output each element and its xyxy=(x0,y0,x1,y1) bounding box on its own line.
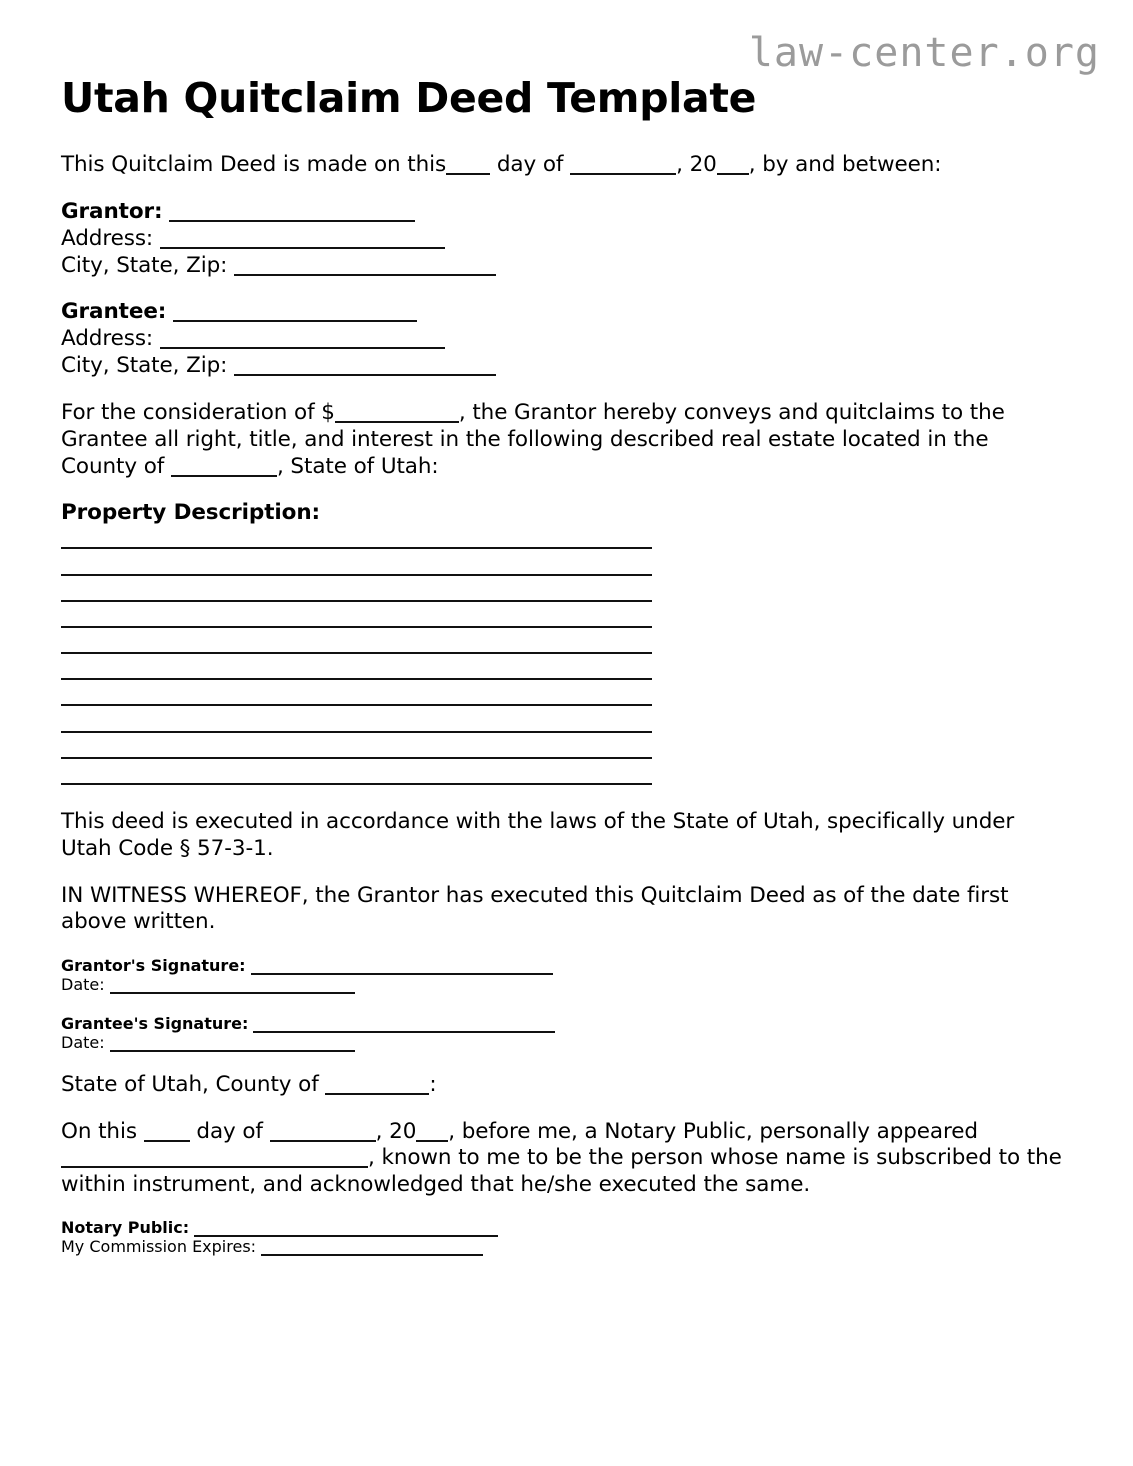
county-blank[interactable] xyxy=(171,458,277,477)
grantor-address-blank[interactable] xyxy=(160,230,445,249)
commission-expires-label: My Commission Expires: xyxy=(61,1237,257,1257)
year-blank[interactable] xyxy=(717,156,749,175)
consideration-amount-blank[interactable] xyxy=(335,404,459,423)
grantor-name-row xyxy=(61,199,1071,226)
notary-public-label: Notary Public: xyxy=(61,1218,190,1238)
grantee-csz-row xyxy=(61,353,1071,380)
grantor-csz-label: City, State, Zip: xyxy=(61,252,228,278)
grantee-label: Grantee: xyxy=(61,299,167,325)
document-body xyxy=(61,76,1071,1276)
notary-venue-text-2: : xyxy=(429,1071,437,1097)
consideration-text-2: , the Grantor hereby conveys and quitclaims to the Grantee all right, title, and interest in the following described real estate located in the County of xyxy=(61,400,1005,479)
grantor-signature-row xyxy=(61,956,1071,975)
witness-clause-paragraph: IN WITNESS WHEREOF, the Grantor has executed this Quitclaim Deed as of the date first above written. xyxy=(61,882,1009,935)
notary-public-row xyxy=(61,1218,1071,1237)
grantee-signature-block xyxy=(61,1014,1071,1052)
notary-ack-text-3: , 20 xyxy=(375,1118,417,1144)
grantee-csz-label: City, State, Zip: xyxy=(61,353,228,379)
notary-ack-text-2: day of xyxy=(196,1118,263,1144)
grantor-csz-row xyxy=(61,253,1071,280)
grantor-signature-label: Grantor's Signature: xyxy=(61,955,246,975)
grantee-address-label: Address: xyxy=(61,326,154,352)
property-line[interactable] xyxy=(61,652,652,654)
property-line[interactable] xyxy=(61,678,652,680)
grantor-label: Grantor: xyxy=(61,198,163,224)
grantee-date-row xyxy=(61,1033,1071,1052)
grantor-date-blank[interactable] xyxy=(110,975,355,994)
notary-month-blank[interactable] xyxy=(270,1123,376,1142)
property-line[interactable] xyxy=(61,547,652,549)
grantee-signature-blank[interactable] xyxy=(253,1014,555,1033)
notary-ack-text-5: , known to me to be the person whose name is subscribed to the within instrument, and acknowledged that he/she executed the same. xyxy=(61,1145,1062,1197)
grantee-date-blank[interactable] xyxy=(110,1033,355,1052)
notary-venue-paragraph xyxy=(61,1072,1071,1099)
grantor-date-label: Date: xyxy=(61,974,105,994)
property-line[interactable] xyxy=(61,626,652,628)
site-watermark: law-center.org xyxy=(748,30,1100,76)
property-line[interactable] xyxy=(61,731,652,733)
grantee-address-blank[interactable] xyxy=(160,330,445,349)
notary-ack-text-4: , before me, a Notary Public, personally appeared xyxy=(448,1118,978,1144)
notary-public-block xyxy=(61,1218,1071,1256)
grantee-signature-row xyxy=(61,1014,1071,1033)
property-line[interactable] xyxy=(61,574,652,576)
intro-text-tail: , by and between: xyxy=(748,151,942,177)
law-clause-paragraph: This deed is executed in accordance with the laws of the State of Utah, specifically under Utah Code § 57-3-1. xyxy=(61,809,1015,861)
consideration-paragraph xyxy=(61,400,1071,480)
property-line[interactable] xyxy=(61,704,652,706)
commission-expires-row xyxy=(61,1237,1071,1256)
grantor-csz-blank[interactable] xyxy=(234,257,496,276)
grantee-block xyxy=(61,299,1071,380)
day-blank[interactable] xyxy=(446,156,490,175)
intro-text-after-day: day of xyxy=(496,151,564,177)
notary-ack-text-1: On this xyxy=(61,1118,137,1144)
grantee-name-row xyxy=(61,299,1071,326)
grantee-signature-label: Grantee's Signature: xyxy=(61,1013,249,1033)
grantor-address-row xyxy=(61,226,1071,253)
notary-acknowledgment-paragraph xyxy=(61,1119,1071,1199)
grantee-csz-blank[interactable] xyxy=(234,357,496,376)
grantor-signature-block xyxy=(61,956,1071,994)
grantee-date-label: Date: xyxy=(61,1032,105,1052)
commission-expires-blank[interactable] xyxy=(261,1237,483,1256)
notary-year-blank[interactable] xyxy=(416,1123,448,1142)
grantor-date-row xyxy=(61,975,1071,994)
page-title: Utah Quitclaim Deed Template xyxy=(61,74,757,122)
notary-county-blank[interactable] xyxy=(325,1076,429,1095)
consideration-text-3: , State of Utah: xyxy=(276,453,439,479)
intro-paragraph xyxy=(61,152,1071,179)
notary-public-blank[interactable] xyxy=(194,1218,498,1237)
grantor-block xyxy=(61,199,1071,280)
property-line[interactable] xyxy=(61,783,652,785)
grantee-address-row xyxy=(61,326,1071,353)
notary-person-name-blank[interactable] xyxy=(61,1149,368,1168)
month-blank[interactable] xyxy=(570,156,676,175)
property-description-heading: Property Description: xyxy=(61,500,321,526)
notary-day-blank[interactable] xyxy=(144,1123,190,1142)
notary-venue-text-1: State of Utah, County of xyxy=(61,1071,319,1097)
property-line[interactable] xyxy=(61,757,652,759)
grantor-signature-blank[interactable] xyxy=(251,956,553,975)
intro-text-year-prefix: , 20 xyxy=(676,151,717,177)
intro-text-before-day: This Quitclaim Deed is made on this xyxy=(61,151,447,177)
grantor-name-blank[interactable] xyxy=(169,203,415,222)
property-line[interactable] xyxy=(61,600,652,602)
property-description-lines xyxy=(61,547,1071,785)
grantor-address-label: Address: xyxy=(61,225,154,251)
consideration-text-1: For the consideration of $ xyxy=(61,400,335,426)
grantee-name-blank[interactable] xyxy=(173,303,417,322)
